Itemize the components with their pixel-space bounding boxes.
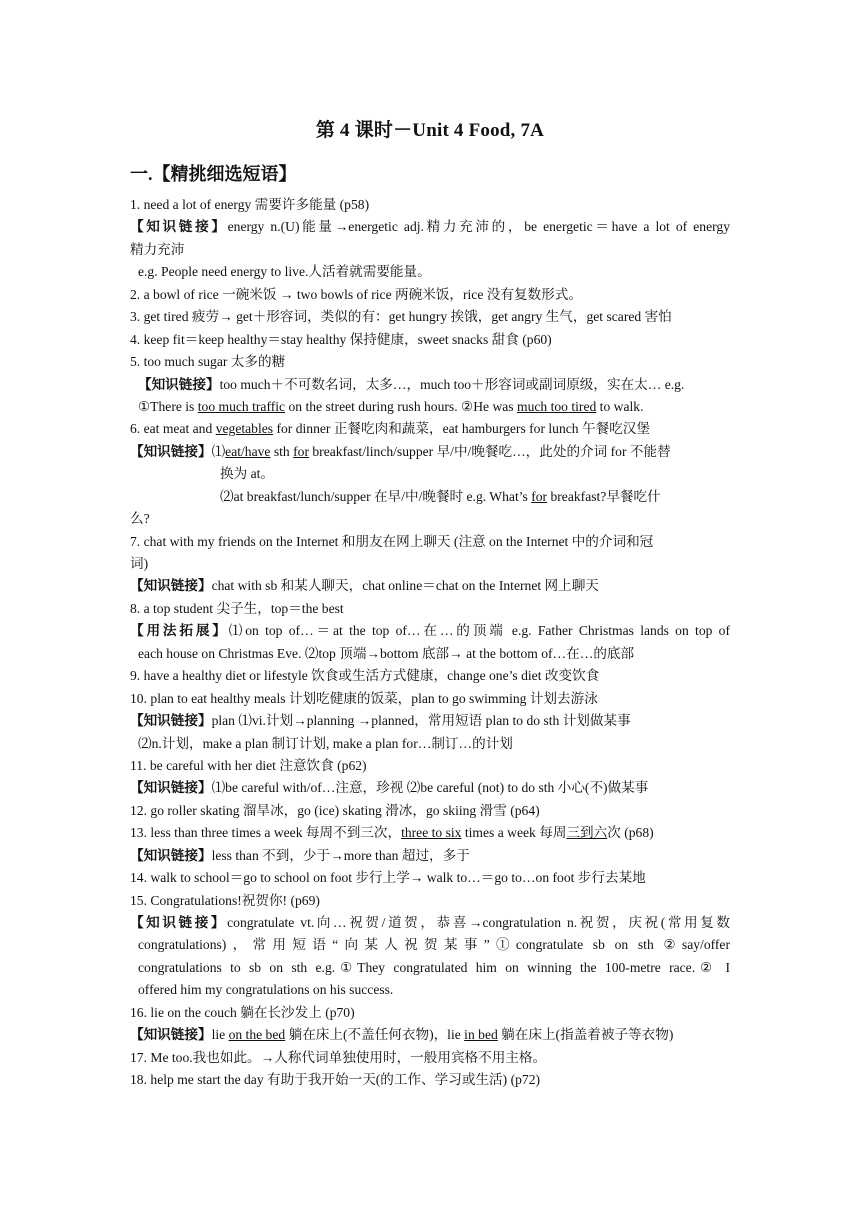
line-text: lie [211,1027,229,1043]
text-line [130,890,730,912]
text-line [130,912,730,934]
line-text: 14. walk to school＝go to school on foot 步行上学→ walk to…＝go to…on foot 步行去某地 [130,870,646,886]
line-text: 7. chat with my friends on the Internet 和朋友在网上聊天 (注意 on the Internet 中的介词和冠 [130,533,654,549]
underlined-text: in bed [464,1027,498,1043]
text-line [130,867,730,889]
line-text: 12. go roller skating 溜旱冰，go (ice) skating 滑冰，go skiing 滑雪 (p64) [130,802,540,818]
knowledge-label: 【知识链接】 [130,780,212,796]
line-text: times a week 每周 [461,825,567,841]
text-line [130,374,730,396]
knowledge-label: 【知识链接】 [130,713,212,729]
line-text: congratulations to sb on sth e.g.①They congratulated him on winning the 100-metre race.② I [138,959,730,975]
phrase-list [130,194,730,1092]
line-text: 17. Me too.我也如此。→人称代词单独使用时，一般用宾格不用主格。 [130,1049,547,1065]
line-text: 4. keep fit＝keep healthy＝stay healthy 保持健康，sweet snacks 甜食 (p60) [130,331,552,347]
text-line [130,531,730,553]
line-text: each house on Christmas Eve. ⑵top 顶端→bottom 底部→ at the bottom of…在…的底部 [138,645,635,661]
text-line [130,553,730,575]
knowledge-label: 【用法拓展】 [130,623,229,639]
text-line [130,800,730,822]
text-line [130,261,730,283]
section-heading: 一.【精挑细选短语】 [130,164,297,184]
underlined-text: much too tired [517,398,597,414]
line-text: 13. less than three times a week 每周不到三次， [130,825,402,841]
text-line [130,777,730,799]
text-line [130,1002,730,1024]
line-text: 11. be careful with her diet 注意饮食 (p62) [130,757,367,773]
line-text: breakfast/linch/supper 早/中/晚餐吃…，此处的介词 for 不能替 [308,443,671,459]
text-line [130,396,730,418]
text-line [130,216,730,238]
text-line [130,598,730,620]
knowledge-label: 【知识链接】 [130,1027,212,1043]
underlined-text: three to six [401,825,462,841]
line-text: 换为 at。 [220,466,274,482]
line-text: less than 不到，少于→more than 超过，多于 [211,847,470,863]
line-text: 么? [130,511,150,527]
text-line [130,665,730,687]
text-line [130,1069,730,1091]
line-text: 词) [130,556,149,571]
line-text: 2. a bowl of rice 一碗米饭 → two bowls of rice 两碗米饭，rice 没有复数形式。 [130,286,582,302]
line-text: 躺在床上(指盖着被子等衣物) [497,1027,674,1043]
underlined-text: for [531,488,548,504]
text-line [130,979,730,1001]
line-text: breakfast?早餐吃什 [547,488,661,504]
underlined-text: on the bed [228,1027,286,1043]
line-text: 躺在床上(不盖任何衣物)，lie [285,1027,465,1043]
text-line [130,418,730,440]
underlined-text: eat/have [225,443,271,459]
line-text: e.g. People need energy to live.人活着就需要能量。 [138,264,431,280]
text-line [130,755,730,777]
line-text: 3. get tired 疲劳→ get＋形容词，类似的有：get hungry 挨饿，get angry 生气，get scared 害怕 [130,309,672,325]
line-text: congratulations)，常用短语“向某人祝贺某事”①congratulate sb on sth ②say/offer [138,937,730,953]
text-line [130,934,730,956]
text-line [130,441,730,463]
knowledge-label: 【知识链接】 [130,219,228,235]
line-text: chat with sb 和某人聊天，chat online＝chat on the Internet 网上聊天 [211,578,599,594]
text-line [130,710,730,732]
line-text: sth [270,443,294,459]
knowledge-label: 【知识链接】 [130,847,212,863]
line-text: on the street during rush hours. ②He was [285,398,517,414]
text-line [130,845,730,867]
text-line [130,643,730,665]
text-line [130,957,730,979]
line-text: ⑴on top of…＝at the top of…在…的顶端 e.g. Father Christmas lands on top of [228,623,731,639]
line-text: 6. eat meat and [130,421,216,437]
knowledge-label: 【知识链接】 [130,578,212,594]
text-line [130,688,730,710]
page-title: 第 4 课时－Unit 4 Food, 7A [315,120,545,141]
text-line [130,733,730,755]
line-text: 精力充沛 [130,241,185,257]
line-text: 16. lie on the couch 躺在长沙发上 (p70) [130,1004,355,1020]
line-text: plan ⑴vi.计划→planning →planned，常用短语 plan to do sth 计划做某事 [211,713,631,729]
underlined-text: 三到六 [566,825,608,841]
line-text: ⑵at breakfast/lunch/supper 在早/中/晚餐时 e.g. What’s [220,488,532,504]
text-line [130,329,730,351]
line-text: 9. have a healthy diet or lifestyle 饮食或生活方式健康，change one’s diet 改变饮食 [130,668,600,684]
knowledge-label: 【知识链接】 [138,376,220,392]
line-text: offered him my congratulations on his success. [138,982,394,998]
line-text: ①There is [138,398,198,414]
line-text: too much＋不可数名词，太多…，much too＋形容词或副词原级，实在太… e.g. [219,376,685,392]
underlined-text: too much traffic [197,398,286,414]
line-text: ⑴ [211,443,226,459]
underlined-text: for [293,443,309,459]
text-line [130,508,730,530]
knowledge-label: 【知识链接】 [130,915,228,930]
text-line [130,1047,730,1069]
text-line [130,620,730,642]
line-text: ⑴be careful with/of…注意，珍视 ⑵be careful (not) to do sth 小心(不)做某事 [211,780,649,796]
text-line [130,239,730,261]
line-text: to walk. [596,398,644,414]
line-text: 10. plan to eat healthy meals 计划吃健康的饭菜，plan to go swimming 计划去游泳 [130,690,598,706]
underlined-text: vegetables [215,421,274,437]
line-text: energy n.(U)能量→energetic adj.精力充沛的，be energetic＝have a lot of energy [227,219,730,235]
line-text: congratulate vt.向…祝贺/道贺，恭喜→congratulation n.祝贺，庆祝(常用复数 [227,915,730,930]
line-text: 15. Congratulations!祝贺你! (p69) [130,892,320,908]
knowledge-label: 【知识链接】 [130,443,212,459]
text-line [130,284,730,306]
text-line [130,351,730,373]
line-text: 18. help me start the day 有助于我开始一天(的工作、学习或生活) (p72) [130,1072,541,1088]
text-line [130,306,730,328]
line-text: ⑵n.计划，make a plan 制订计划, make a plan for…制订…的计划 [138,735,513,751]
line-text: for dinner 正餐吃肉和蔬菜，eat hamburgers for lunch 午餐吃汉堡 [273,421,650,437]
text-line [130,822,730,844]
text-line [130,575,730,597]
line-text: 次 (p68) [607,825,654,841]
text-line [130,486,730,508]
line-text: 8. a top student 尖子生，top＝the best [130,600,344,616]
line-text: 5. too much sugar 太多的糖 [130,354,286,370]
text-line [130,1024,730,1046]
text-line [130,194,730,216]
text-line [130,463,730,485]
line-text: 1. need a lot of energy 需要许多能量 (p58) [130,197,370,212]
